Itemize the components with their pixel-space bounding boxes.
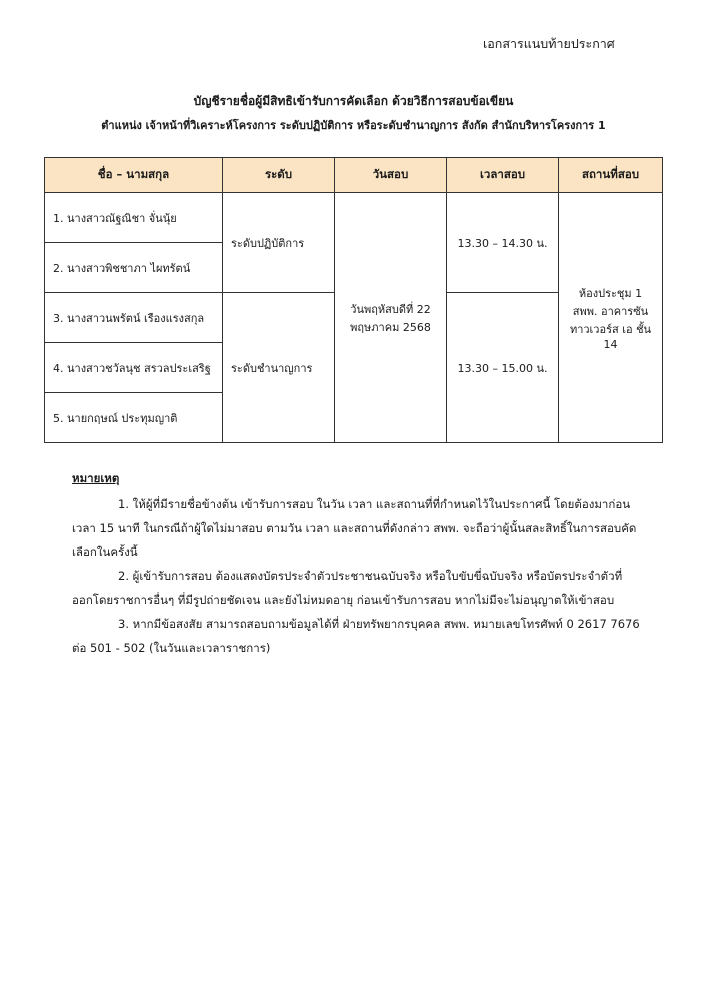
column-header-venue: สถานที่สอบ (559, 158, 663, 193)
column-header-level: ระดับ (223, 158, 335, 193)
candidate-name: 2. นางสาวพิชชาภา ไผทรัตน์ (45, 243, 223, 293)
venue-cell: ห้องประชุม 1 สพพ. อาคารซันทาวเวอร์ส เอ ชั้น 14 (559, 193, 663, 443)
table-row (45, 193, 663, 243)
table-header-row (45, 158, 663, 193)
candidate-name: 1. นางสาวณัฐณิชา จั่นนุ้ย (45, 193, 223, 243)
note-item (72, 612, 642, 660)
candidate-name: 4. นางสาวชวัลนุช สรวลประเสริฐ (45, 343, 223, 393)
column-header-name: ชื่อ – นามสกุล (45, 158, 223, 193)
note-item (72, 492, 642, 564)
document-title: บัญชีรายชื่อผู้มีสิทธิเข้ารับการคัดเลือก ด้วยวิธีการสอบข้อเขียน (193, 94, 514, 108)
note-text: 1. ให้ผู้ที่มีรายชื่อข้างต้น เข้ารับการสอบ ในวัน เวลา และสถานที่ที่กำหนดไว้ในประกาศนี้ โดยต้องมาก่อนเวลา 15 นาที ในกรณีถ้าผู้ใดไม่มาสอบ ตามวัน เวลา และสถานที่ดังกล่าว สพพ. จะถือว่าผู้นั้นสละสิทธิ์ในการสอบคัดเลือกในครั้งนี้ (72, 497, 637, 559)
exam-time-cell: 13.30 – 14.30 น. (447, 193, 559, 293)
note-text: 2. ผู้เข้ารับการสอบ ต้องแสดงบัตรประจำตัวประชาชนฉบับจริง หรือใบขับขี่ฉบับจริง หรือบัตรประจำตัวที่ออกโดยราชการอื่นๆ ที่มีรูปถ่ายชัดเจน และยังไม่หมดอายุ ก่อนเข้ารับการสอบ หากไม่มีจะไม่อนุญาตให้เข้าสอบ (72, 569, 623, 607)
position-subtitle: ตำแหน่ง เจ้าหน้าที่วิเคราะห์โครงการ ระดับปฏิบัติการ หรือระดับชำนาญการ สังกัด สำนักบริหารโครงการ 1 (101, 119, 606, 132)
note-text: 3. หากมีข้อสงสัย สามารถสอบถามข้อมูลได้ที่ ฝ่ายทรัพยากรบุคคล สพพ. หมายเลขโทรศัพท์ 0 2617 7676 ต่อ 501 - 502 (ในวันและเวลาราชการ) (72, 617, 640, 655)
column-header-exam-date: วันสอบ (335, 158, 447, 193)
candidate-table-container (44, 157, 663, 443)
attachment-label: เอกสารแนบท้ายประกาศ (483, 36, 615, 51)
column-header-exam-time: เวลาสอบ (447, 158, 559, 193)
note-item (72, 564, 642, 612)
notes-title: หมายเหตุ (72, 471, 120, 485)
candidate-table (44, 157, 663, 443)
exam-time-cell: 13.30 – 15.00 น. (447, 293, 559, 443)
candidate-name: 3. นางสาวนพรัตน์ เรืองแรงสกุล (45, 293, 223, 343)
level-cell: ระดับชำนาญการ (223, 293, 335, 443)
exam-date-cell: วันพฤหัสบดีที่ 22 พฤษภาคม 2568 (335, 193, 447, 443)
level-cell: ระดับปฏิบัติการ (223, 193, 335, 293)
candidate-name: 5. นายกฤษณ์ ประทุมญาติ (45, 393, 223, 443)
